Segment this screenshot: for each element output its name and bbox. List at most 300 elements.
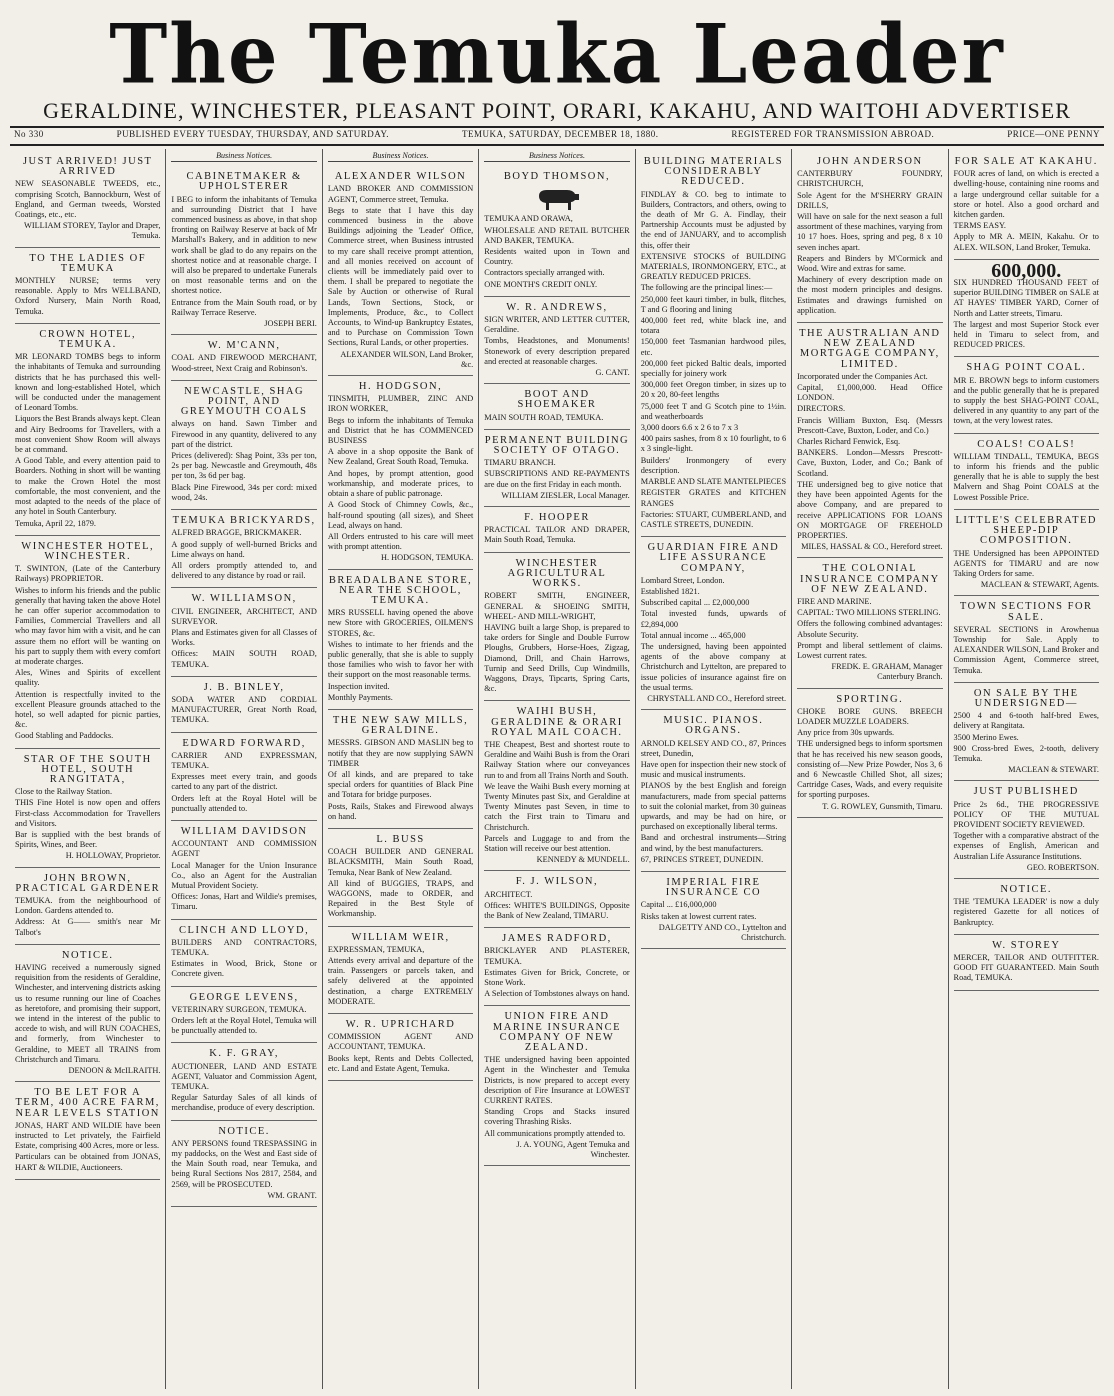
ad-heading: CROWN HOTEL, TEMUKA. [39, 328, 137, 351]
ad-headline: 600,000. [991, 259, 1062, 282]
ad-text: A Selection of Tombstones always on hand. [484, 989, 630, 999]
advertisement [484, 871, 629, 928]
advertisement [954, 510, 1099, 596]
masthead [10, 6, 1104, 124]
advertisement [954, 879, 1099, 935]
advertisement [328, 570, 473, 710]
ad-text: Capital, £1,000,000. Head Office LONDON. [797, 383, 943, 403]
ad-text: Posts, Rails, Stakes and Firewood always on hand. [327, 801, 474, 821]
ad-text: SEVERAL SECTIONS in Arowhenua Township for Sale. Apply to ALEXANDER WILSON, Land Broker and Commission Agent, Commerce street, Temuka. [953, 624, 1099, 675]
ad-heading: EDWARD FORWARD, [182, 737, 306, 749]
ad-text: Factories: STUART, CUMBERLAND, and CASTLE STREETS, DUNEDIN. [640, 509, 787, 529]
ad-heading: W. R. UPRICHARD [345, 1019, 456, 1031]
ad-text: Price 2s 6d., THE PROGRESSIVE POLICY OF THE MUTUAL PROVIDENT SOCIETY REVIEWED. [953, 799, 1099, 829]
ad-text: FOUR acres of land, on which is erected a dwelling-house, containing nine rooms and a large underground cellar suitable for a store or hotel. Also a good orchard and kitchen garden. [953, 169, 1099, 220]
ad-text: BANKERS. London—Messrs Prescott-Cave, Buxton, Loder, and Co.; Bank of Scotland. [797, 448, 943, 478]
ad-text: ARCHITECT. [484, 889, 533, 899]
ad-signature: MACLEAN & STEWART. [1008, 765, 1099, 775]
advertisement [15, 151, 160, 248]
ad-text: 2500 4 and 6-tooth half-bred Ewes, delivery at Rangitata. [953, 711, 1099, 731]
advertisement [328, 166, 473, 376]
ad-signature: H. HODGSON, TEMUKA. [380, 553, 474, 563]
ad-text: HAVING built a large Shop, is prepared to take orders for Single and Double Furrow Ploughs, Grubbers, Horse-Hoes, Zigzag, Diamond, Drill, and Chain Harrows, Turnip and Seed Drills, Cup Windmills, Waggons, Drays, Tipcarts, Spring Carts, &c. [484, 622, 630, 694]
ad-text: TINSMITH, PLUMBER, ZINC AND IRON WORKER, [327, 394, 474, 414]
ad-heading: W. STOREY [992, 939, 1061, 951]
ad-text: Inspection invited. [327, 681, 390, 691]
ad-text: Band and orchestral instruments—String and wind, by the best manufacturers. [640, 833, 787, 853]
ad-text: Residents waited upon in Town and Country. [484, 247, 630, 267]
ad-text: Subscribed capital ... £2,000,000 [640, 598, 750, 608]
advertisement [484, 553, 629, 702]
ad-text: THE Cheapest, Best and shortest route to Geraldine and Waihi Bush is from the Orari Railway Station where our conveyances run to and from all Trains North and South. [484, 739, 630, 780]
ad-text: Of all kinds, and are prepared to take special orders for quantities of Black Pine and Totara for bridge purposes. [327, 769, 474, 800]
ad-text: VETERINARY SURGEON, TEMUKA. [171, 1004, 307, 1014]
ad-text: A Good Table, and every attention paid to Boarders. Nothing in short will be wanting to make the Crown Hotel the most comfortable, the most convenient, and the most adapted to the needs of the place of any hotel in South Canterbury. [15, 456, 161, 517]
ad-text: MRS RUSSELL having opened the above new Store with GROCERIES, OILMEN'S STORES, &c. [327, 608, 474, 638]
ad-text: WILLIAM TINDALL, TEMUKA, BEGS to inform his friends and the public generally that he is able to supply the best Malvern and Shag Point COALS at the Lowest Possible Price. [953, 451, 1099, 502]
advertisement [797, 151, 942, 323]
ad-text: MONTHLY NURSE; terms very reasonable. Apply to Mrs WELLBAND, Oxford Nursery, Main North Road, Temuka. [15, 276, 161, 316]
ad-text: Wishes to intimate to her friends and the public generally, that she is able to supply those families who wish to favor her with their support on the most reasonable terms. [327, 639, 474, 680]
ad-text: LAND BROKER AND COMMISSION AGENT, Commerce street, Temuka. [327, 184, 474, 204]
newspaper-title: The Temuka Leader [109, 6, 1005, 103]
advertisement [328, 1014, 473, 1081]
advertisement [797, 558, 942, 688]
ad-text: Orders left at the Royal Hotel, Temuka will be punctually attended to. [171, 1016, 317, 1036]
ad-heading: MUSIC. PIANOS. ORGANS. [663, 715, 764, 737]
ad-text: Machinery of every description made on the most modern principles and designs. Estimates and drawings furnished on application. [797, 275, 943, 315]
ad-text: Monthly Payments. [327, 692, 393, 702]
ad-text: Plans and Estimates given for all Classes of Works. [171, 627, 317, 648]
ad-signature: WILLIAM ZIESLER, Local Manager. [501, 490, 630, 500]
ad-heading: JOHN ANDERSON [817, 156, 923, 167]
ad-heading: WINCHESTER AGRICULTURAL WORKS. [507, 557, 607, 590]
ad-signature: J. A. YOUNG, Agent Temuka and Winchester. [516, 1139, 630, 1160]
ad-text: MAIN SOUTH ROAD, TEMUKA. [484, 412, 604, 422]
ad-text: MR LEONARD TOMBS begs to inform the inhabitants of Temuka and surrounding districts that he has purchased this well-known and long-established Hotel, which will be conducted under the management of Leonard Tombs. [15, 352, 161, 413]
ad-text: Ales, Wines and Spirits of excellent quality. [15, 668, 161, 688]
ad-signature: MILES, HASSAL & CO., Hereford street. [801, 542, 943, 552]
advertisement [954, 434, 1099, 510]
ad-heading: TEMUKA BRICKYARDS, [172, 515, 316, 527]
ad-heading: LITTLE'S CELEBRATED SHEEP-DIP COMPOSITION. [955, 514, 1097, 547]
ad-text: Prompt and liberal settlement of claims. Lowest current rates. [797, 640, 943, 660]
ad-signature: MACLEAN & STEWART, Agents. [980, 580, 1099, 590]
advertisement [954, 357, 1099, 433]
advertisement [797, 323, 942, 558]
ad-signature: DALGETTY AND CO., Lyttelton and Christchurch. [658, 922, 787, 943]
ad-text: Tombs, Headstones, and Monuments! Stonework of every description prepared and erected at reasonable charges. [484, 336, 630, 366]
advertisement [328, 710, 473, 829]
ad-text: FIRE AND MARINE. [797, 596, 872, 606]
ad-text: MESSRS. GIBSON AND MASLIN beg to notify that they are now supplying SAWN TIMBER [327, 738, 474, 768]
ad-heading: STAR OF THE SOUTH HOTEL, SOUTH RANGITATA, [23, 753, 152, 785]
ad-text: 150,000 feet Tasmanian hardwood piles, etc. [640, 337, 787, 357]
ad-text: COMMISSION AGENT AND ACCOUNTANT, TEMUKA. [327, 1032, 474, 1052]
advertisement [15, 945, 160, 1082]
ad-heading: PERMANENT BUILDING SOCIETY OF OTAGO. [484, 434, 630, 457]
ad-text: Attention is respectfully invited to the excellent Pleasure grounds attached to the hotel, so well adapted for picnic parties, &c. [15, 689, 161, 730]
ad-text: THE 'TEMUKA LEADER' is now a duly registered Gazette for all notices of Bankruptcy. [953, 897, 1099, 927]
advertisement [484, 701, 629, 871]
ad-heading: ALEXANDER WILSON [334, 171, 467, 183]
ad-text: 3,000 doors 6.6 x 2 6 to 7 x 3 [640, 423, 739, 433]
ad-heading: W. R. ANDREWS, [506, 301, 608, 313]
advertisement [484, 1006, 629, 1166]
column-7 [949, 149, 1104, 1389]
ad-text: A above in a shop opposite the Bank of New Zealand, Great South Road, Temuka. [327, 447, 474, 467]
advertisement [171, 335, 316, 381]
advertisement [171, 166, 316, 335]
advertisement [954, 596, 1099, 682]
ad-signature: FREDK. E. GRAHAM, Manager Canterbury Branch. [831, 662, 943, 682]
advertisement [171, 1043, 316, 1120]
ad-text: Any price from 30s upwards. [797, 728, 895, 738]
advertisement [954, 683, 1099, 782]
ad-text: Regular Saturday Sales of all kinds of merchandise, produce of every description. [171, 1093, 317, 1113]
ad-text: REGISTER GRATES and KITCHEN RANGES [640, 488, 787, 508]
ad-text: Temuka, April 22, 1879. [15, 518, 96, 528]
ad-heading: BUILDING MATERIALS CONSIDERABLY REDUCED. [643, 156, 784, 188]
ad-text: ACCOUNTANT AND COMMISSION AGENT [171, 839, 317, 859]
ad-heading: H. HODGSON, [358, 381, 443, 393]
ad-text: Local Manager for the Union Insurance Co., also an Agent for the Australian Mutual Provident Society. [171, 860, 317, 890]
column-4 [479, 149, 635, 1389]
ad-text: Books kept, Rents and Debts Collected, etc. Land and Estate Agent, Temuka. [327, 1053, 474, 1073]
ad-text: CHOKE BORE GUNS. BREECH LOADER MUZZLE LOADERS. [797, 706, 943, 726]
advertisement [15, 324, 160, 536]
ad-text: Lombard Street, London. [640, 575, 725, 585]
ad-heading: W. M'CANN, [207, 340, 281, 352]
price: PRICE—ONE PENNY [1007, 129, 1100, 139]
advertisement [641, 537, 786, 710]
advertisement [484, 507, 629, 553]
ad-text: Risks taken at lowest current rates. [640, 911, 757, 921]
ad-heading: NOTICE. [1000, 883, 1053, 895]
ad-text: DIRECTORS. [797, 404, 846, 414]
publication-days: PUBLISHED EVERY TUESDAY, THURSDAY, AND SATURDAY. [116, 129, 390, 139]
advertisement [15, 536, 160, 749]
ad-text: SIX HUNDRED THOUSAND FEET of superior BUILDING TIMBER on SALE at AT HAYES' TIMBER YARD, Corner of North and Latter streets, Timaru. [953, 278, 1099, 318]
ad-text: Parcels and Luggage to and from the Station will receive our best attention. [484, 833, 630, 853]
ad-text: T. SWINTON, (Late of the Canterbury Railways) PROPRIETOR. [15, 564, 161, 584]
ad-text: TEMUKA AND ORAWA, [484, 214, 573, 224]
ad-text: Close to the Railway Station. [15, 787, 113, 797]
issue-date: TEMUKA, SATURDAY, DECEMBER 18, 1880. [461, 129, 659, 139]
ad-text: Black Pine Firewood, 34s per cord: mixed wood, 24s. [171, 482, 317, 502]
ad-text: Reapers and Binders by M'Cormick and Wood. Wire and extras for same. [797, 253, 943, 274]
advertisement [484, 928, 629, 1006]
ad-text: HAVING received a numerously signed requisition from the residents of Geraldine, Winchester, and intervening districts asking us to resume running our line of Coaches as heretofore, and promising their support, we intend in the interest of the public to accede to wish, and will RUN COACHES, and formerly, from Winchester to Geraldine, to MEET all TRAINS from Christchurch and Timaru. [15, 963, 161, 1064]
advertisement [954, 260, 1099, 358]
ad-heading: JAMES RADFORD, [502, 933, 612, 945]
ad-heading: THE COLONIAL INSURANCE COMPANY OF NEW ZEALAND. [799, 563, 940, 595]
ad-text: PRACTICAL TAILOR AND DRAPER, Main South Road, Temuka. [484, 525, 630, 545]
ad-heading: WINCHESTER HOTEL, WINCHESTER. [21, 540, 155, 562]
ad-heading: NEWCASTLE, SHAG POINT, AND GREYMOUTH COALS [180, 385, 308, 418]
ad-text: AUCTIONEER, LAND AND ESTATE AGENT, Valuator and Commission Agent, TEMUKA. [171, 1061, 317, 1092]
advertisement [171, 1121, 316, 1207]
ad-text: Standing Crops and Stacks insured covering Thrashing Risks. [484, 1107, 630, 1127]
advertisement [954, 151, 1099, 260]
advertisement [15, 749, 160, 868]
ad-text: 3500 Merino Ewes. [953, 732, 1019, 742]
ad-text: Incorporated under the Companies Act. [797, 371, 928, 381]
ad-text: Contractors specially arranged with. [484, 268, 605, 278]
ad-text: Liquors the Best Brands always kept. Clean and Airy Bedrooms for Travellers, with a most convenient Show Room will always be at command. [15, 414, 161, 455]
ad-text: Estimates Given for Brick, Concrete, or Stone Work. [484, 967, 630, 987]
ad-text: Good Stabling and Paddocks. [15, 731, 114, 741]
ad-text: The undersigned, having been appointed agents of the above company at Christchurch and Lyttelton, are prepared to issue policies of insurance against fire on the usual terms. [640, 641, 787, 692]
ad-text: 67, PRINCES STREET, DUNEDIN. [640, 854, 764, 864]
column-header: Business Notices. [171, 151, 316, 162]
ad-text: All communications promptly attended to. [484, 1128, 626, 1138]
ad-text: always on hand. Sawn Timber and Firewood in any quantity, delivered to any part of the district. [171, 419, 317, 449]
ad-heading: NOTICE. [61, 949, 114, 961]
ad-text: 400,000 feet red, white black ine, and totara [640, 316, 787, 336]
ad-text: A Good Stock of Chimney Cowls, &c., half-round spouting (all sizes), and Sheet Lead, always on hand. [327, 500, 474, 530]
ad-heading: WILLIAM WEIR, [351, 931, 450, 943]
advertisement [954, 781, 1099, 879]
ad-text: MERCER, TAILOR AND OUTFITTER. GOOD FIT GUARANTEED. Main South Road, TEMUKA. [953, 953, 1099, 983]
advertisement [484, 166, 629, 297]
issue-number: No 330 [14, 129, 44, 139]
ad-text: BRICKLAYER AND PLASTERER, TEMUKA. [484, 946, 630, 966]
ad-text: Offers the following combined advantages: Absolute Security. [797, 619, 943, 639]
advertisement [484, 384, 629, 430]
ad-text: NEW SEASONABLE TWEEDS, etc., comprising Scotch, Bannockburn, West of England, and German tweeds, Worsted Coatings, etc., etc. [15, 179, 161, 220]
ad-text: COACH BUILDER AND GENERAL BLACKSMITH, Main South Road, Temuka, Near Bank of New Zealand. [327, 847, 474, 877]
ad-heading: JUST ARRIVED! JUST ARRIVED [22, 156, 153, 178]
ad-heading: K. F. GRAY, [209, 1048, 279, 1060]
ad-text: COAL AND FIREWOOD MERCHANT, Wood-street, Next Craig and Robinson's. [171, 353, 317, 373]
ad-heading: UNION FIRE AND MARINE INSURANCE COMPANY OF NEW ZEALAND. [492, 1011, 622, 1054]
ad-signature: T. G. ROWLEY, Gunsmith, Timaru. [822, 801, 943, 811]
ad-text: CARRIER AND EXPRESSMAN, TEMUKA. [171, 750, 317, 770]
advertisement [171, 510, 316, 588]
advertisement [328, 829, 473, 927]
ad-text: PIANOS by the best English and foreign manufacturers, made from special patterns to suit the colonial market, from 30 guineas upwards, and may be had on hire, or purchased on exceptionally liberal terms. [640, 781, 787, 832]
ad-text: THIS Fine Hotel is now open and offers First-class Accommodation for Travellers and Visitors. [15, 798, 161, 828]
ad-text: Capital ... £16,000,000 [640, 900, 717, 910]
ad-text: THE undersigned begs to inform sportsmen that he has received his new season goods, consisting of—New Prize Powder, Nos 3, 6 and 6 Newcastle Chilled Shot, all sizes; Cartridge Cases, Wads, and every requisite for sporting purposes. [797, 739, 943, 800]
ad-heading: THE AUSTRALIAN AND NEW ZEALAND MORTGAGE COMPANY, LIMITED. [799, 328, 941, 370]
ad-text: 250,000 feet kauri timber, in bulk, flitches, T and G flooring and lining [640, 294, 787, 314]
ad-signature: GEO. ROBERTSON. [1026, 862, 1099, 872]
column-3 [323, 149, 479, 1389]
ad-text: Estimates in Wood, Brick, Stone or Concrete given. [171, 959, 317, 979]
ad-heading: J. B. BINLEY, [203, 681, 285, 693]
ad-heading: SPORTING. [836, 693, 904, 705]
ad-text: Attends every arrival and departure of the train. Passengers or parcels taken, and safely delivered at the appointed destination, a charge EXTREMELY MODERATE. [327, 956, 474, 1006]
ad-text: ROBERT SMITH, ENGINEER, GENERAL & SHOEING SMITH, WHEEL- AND MILL-WRIGHT, [484, 591, 630, 621]
ad-heading: F. J. WILSON, [515, 876, 599, 888]
ad-heading: GUARDIAN FIRE AND LIFE ASSURANCE COMPANY, [647, 542, 780, 574]
advertisement [171, 677, 316, 733]
ad-text: Begs to state that I have this day commenced business in the above Buildings adjoining the 'Leader' Office, Commerce street, when Business intrusted to my care shall receive prompt attention, and all monies received on account of clients will be immediately paid over to them. I shall be prepared to negotiate the Sale by Auction or otherwise of Rural Lands, Town Sections, Stock, or Implements, Produce, &c., to Collect Accounts, to Wind-up Bankruptcy Estates, and to Purchase on Commission Town Sections, Rural Lands, or other properties. [327, 205, 474, 348]
ad-text: Established 1821. [640, 586, 700, 596]
ad-text: 400 pairs sashes, from 8 x 10 fourlight, to 6 x 3 single-light. [640, 434, 787, 454]
column-header: Business Notices. [328, 151, 473, 162]
advertisement [328, 376, 473, 569]
ad-text: BUILDERS AND CONTRACTORS, TEMUKA. [171, 937, 317, 957]
ad-heading: CLINCH AND LLOYD, [179, 924, 310, 936]
advertisement [171, 588, 316, 676]
ad-text: ANY PERSONS found TRESPASSING in my paddocks, on the West and East side of the Main South road, near Temuka, and being Rural Sections Nos 2817, 2584, and 2569, will be PROSECUTED. [171, 1138, 317, 1189]
ad-text: Offices: Jonas, Hart and Wildie's premises, Timaru. [171, 892, 317, 912]
column-1 [10, 149, 166, 1389]
advertisement [171, 733, 316, 821]
ad-heading: WAIHI BUSH, GERALDINE & ORARI ROYAL MAIL COACH. [491, 706, 623, 738]
advertisement [171, 987, 316, 1044]
advertisement [641, 151, 786, 537]
ad-text: Entrance from the Main South road, or by Railway Terrace Reserve. [171, 297, 317, 317]
newspaper-subtitle: GERALDINE, WINCHESTER, PLEASANT POINT, ORARI, KAKAHU, AND WAITOHI ADVERTISER [10, 98, 1104, 128]
ad-text: TERMS EASY. [953, 221, 1006, 231]
advertisement [641, 872, 786, 949]
ad-text: Bar is supplied with the best brands of Spirits, Wines, and Beer. [15, 829, 161, 850]
column-header: Business Notices. [484, 151, 629, 162]
ad-text: The largest and most Superior Stock ever held in Timaru to select from, and REDUCED PRICES. [953, 319, 1099, 350]
advertisement [641, 710, 786, 872]
ad-text: Builders' Ironmongery of every description. [640, 455, 787, 475]
advertisement-columns [10, 149, 1104, 1389]
ad-heading: IMPERIAL FIRE INSURANCE CO [665, 877, 762, 899]
ad-text: CAPITAL: TWO MILLIONS STERLING. [797, 608, 941, 618]
ad-text: Total invested funds, upwards of £2,894,000 [640, 609, 787, 629]
ad-text: SODA WATER AND CORDIAL MANUFACTURER, Great North Road, TEMUKA. [171, 694, 317, 725]
ad-text: ARNOLD KELSEY AND CO., 87, Princes street, Dunedin, [640, 738, 787, 758]
advertisement [797, 689, 942, 818]
ad-text: ONE MONTH'S CREDIT ONLY. [484, 279, 598, 289]
ad-text: ALFRED BRAGGE, BRICKMAKER. [171, 528, 302, 538]
ad-text: Together with a comparative abstract of the expenses of English, American and Australian Life Assurance Institutions. [953, 831, 1099, 861]
ad-signature: ALEXANDER WILSON, Land Broker, &c. [340, 349, 474, 369]
ad-heading: JUST PUBLISHED [973, 786, 1079, 798]
ad-text: Expresses meet every train, and goods carted to any part of the district. [171, 772, 317, 792]
ad-heading: JOHN BROWN, PRACTICAL GARDENER [15, 872, 161, 894]
ad-text: And hopes, by prompt attention, good workmanship, and moderate prices, to obtain a share of public patronage. [327, 468, 474, 499]
ad-text: Begs to inform the inhabitants of Temuka and District that he has COMMENCED BUSINESS [327, 415, 474, 446]
advertisement [15, 868, 160, 945]
ad-heading: TO THE LADIES OF TEMUKA [29, 252, 147, 274]
ad-heading: BREADALBANE STORE, NEAR THE SCHOOL, TEMUKA. [328, 574, 473, 606]
ad-signature: DENOON & McILRAITH. [68, 1066, 161, 1076]
ad-text: 900 Cross-bred Ewes, 2-tooth, delivery Temuka. [953, 743, 1099, 763]
ad-text: EXPRESSMAN, TEMUKA, [327, 944, 425, 954]
ad-heading: COALS! COALS! [977, 438, 1076, 450]
ad-text: CIVIL ENGINEER, ARCHITECT, AND SURVEYOR. [171, 606, 317, 626]
advertisement [15, 248, 160, 324]
advertisement [328, 927, 473, 1014]
ad-text: Total annual income ... 465,000 [640, 630, 746, 640]
ox-illustration [533, 184, 581, 212]
registration-note: REGISTERED FOR TRANSMISSION ABROAD. [731, 129, 935, 139]
advertisement [171, 821, 316, 920]
column-6 [792, 149, 948, 1389]
ad-heading: L. BUSS [376, 833, 425, 845]
column-5 [636, 149, 792, 1389]
ad-heading: SHAG POINT COAL. [966, 362, 1087, 374]
ad-text: Particulars can be obtained from JONAS, HART & WILDIE, Auctioneers. [15, 1152, 161, 1172]
ad-text: All Orders entrusted to his care will meet with prompt attention. [327, 531, 474, 552]
ad-signature: H. HOLLOWAY, Proprietor. [65, 851, 161, 861]
ad-text: Offices: WHITE'S BUILDINGS, Opposite the Bank of New Zealand, TIMARU. [484, 900, 630, 920]
ad-text: Wishes to inform his friends and the public generally that having taken the above Hotel he can offer superior accommodation to Families, Commercial Travellers and all who may favor him with a visit, and he can assure them no effort will be wanting on his part to supply them with every comfort at moderate charges. [15, 585, 161, 666]
column-2 [166, 149, 322, 1389]
advertisement [484, 297, 629, 384]
ad-text: EXTENSIVE STOCKS of BUILDING MATERIALS, IRONMONGERY, ETC., at GREATLY REDUCED PRICES. [640, 251, 787, 282]
ad-heading: GEORGE LEVENS, [189, 991, 299, 1003]
dateline [10, 124, 1104, 146]
advertisement [954, 935, 1099, 991]
ad-text: 75,000 feet T and G Scotch pine to 1½in. and weatherboards [640, 401, 787, 421]
ad-text: Orders left at the Royal Hotel will be punctually attended to. [171, 793, 317, 813]
ad-text: THE undersigned beg to give notice that they have been appointed Agents for the above Company, and are prepared to receive APPLICATIONS FOR LOANS ON MORTGAGE OF FREEHOLD PROPERTIES. [797, 479, 943, 540]
ad-heading: BOOT AND SHOEMAKER [517, 389, 597, 411]
ad-heading: NOTICE. [218, 1125, 270, 1137]
ad-text: A good supply of well-burned Bricks and Lime always on hand. [171, 539, 317, 559]
ad-text: MARBLE AND SLATE MANTELPIECES [640, 477, 787, 487]
ad-heading: W. WILLIAMSON, [191, 593, 297, 605]
ad-text: We leave the Waihi Bush every morning at Twenty Minutes past Six, and Geraldine at Twenty Minutes past Seven, in time to catch the First train to Timaru and Christchurch. [484, 781, 630, 832]
ad-signature: KENNEDY & MUNDELL. [536, 855, 630, 865]
ad-text: I BEG to inform the inhabitants of Temuka and surrounding District that I have commenced business as above, in that shop fronting on Railway Reserve at back of Mr Marshall's Bakery, and in addition to new work shall be glad to do any repairs on the shortest notice and at reasonable charge. I will also be prepared to undertake Funerals on most reasonable terms and on the shortest notice. [171, 194, 317, 296]
ad-text: All orders promptly attended to, and delivered to any distance by road or rail. [171, 560, 317, 581]
ad-text: CANTERBURY FOUNDRY, CHRISTCHURCH, [797, 169, 943, 189]
ad-text: Prices (delivered): Shag Point, 33s per ton, 2s per bag. Newcastle and Greymouth, 48s per ton, 3s 6d per bag. [171, 451, 317, 481]
ad-heading: F. HOOPER [524, 512, 590, 524]
ad-text: TIMARU BRANCH. [484, 458, 556, 468]
ad-heading: WILLIAM DAVIDSON [180, 825, 308, 837]
ad-text: Offices: MAIN SOUTH ROAD, TEMUKA. [171, 649, 317, 669]
ad-text: Sole Agent for the M'SHERRY GRAIN DRILLS, [797, 190, 943, 210]
ad-text: Will have on sale for the next season a full assortment of these machines, varying from 10 17 hoes. Hoes, spring and peg, 8 x 10 seven inches apart. [797, 212, 943, 252]
ad-text: Apply to MR A. MEIN, Kakahu. Or to ALEX. WILSON, Land Broker, Temuka. [953, 232, 1099, 252]
ad-text: MR E. BROWN begs to inform customers and the public generally that he is prepared to supply the best SHAG-POINT COAL, delivered in any quantity to any part of the town, at the very lowest rates. [953, 375, 1099, 426]
ad-heading: TOWN SECTIONS FOR SALE. [959, 601, 1093, 623]
ad-heading: TO BE LET FOR A TERM, 400 ACRE FARM, NEAR LEVELS STATION [15, 1087, 160, 1119]
ad-text: Address: At G—— smith's near Mr Talbot's [15, 917, 161, 937]
ad-heading: THE NEW SAW MILLS, GERALDINE. [332, 714, 469, 737]
advertisement [484, 430, 629, 507]
ad-signature: WILLIAM STOREY, Taylor and Draper, Temuka. [24, 221, 161, 241]
advertisement [15, 1082, 160, 1180]
ad-text: SIGN WRITER, AND LETTER CUTTER, Geraldine. [484, 315, 630, 335]
ad-text: The following are the principal lines:— [640, 283, 773, 293]
ad-heading: ON SALE BY THE UNDERSIGNED— [973, 687, 1079, 709]
ad-text: SUBSCRIPTIONS AND RE-PAYMENTS are due on the first Friday in each month. [484, 469, 630, 489]
ad-text: Francis William Buxton, Esq. (Messrs Prescott-Cave, Buxton, Loder, and Co.) [797, 415, 943, 435]
ad-text: JONAS, HART AND WILDIE have been instructed to Let privately, the Fairfield Estate, comprising 400 Acres, more or less. [15, 1120, 161, 1151]
ad-text: All kind of BUGGIES, TRAPS, and WAGGONS, made to ORDER, and Repaired in the Best Style of Workmanship. [327, 878, 474, 919]
ad-text: THE undersigned having been appointed Agent in the Winchester and Temuka Districts, is now prepared to accept every description of Fire Insurance at LOWEST CURRENT RATES. [484, 1055, 630, 1106]
advertisement [171, 381, 316, 510]
ad-text: FINDLAY & CO. beg to intimate to Builders, Contractors, and others, owing to the death of Mr G. A. Findlay, their Partnership Accounts must be adjusted by the end of JANUARY, and to accomplish this, offer their [640, 189, 787, 250]
ad-heading: CABINETMAKER & UPHOLSTERER [186, 171, 302, 193]
ad-text: TEMUKA. from the neighbourhood of London. Gardens attended to. [15, 896, 161, 916]
ad-text: 300,000 feet Oregon timber, in sizes up to 20 x 20, 80-feet lengths [640, 380, 787, 400]
ad-signature: WM. GRANT. [267, 1190, 317, 1200]
ad-text: Charles Richard Fenwick, Esq. [797, 437, 901, 447]
ad-text: Have open for inspection their new stock of music and musical instruments. [640, 759, 787, 780]
ad-signature: JOSEPH BERI. [264, 319, 317, 329]
ad-heading: FOR SALE AT KAKAHU. [954, 156, 1098, 167]
ad-text: THE Undersigned has been APPOINTED AGENTS for TIMARU and are now Taking Orders for same. [953, 548, 1099, 578]
advertisement [171, 920, 316, 987]
ad-heading: BOYD THOMSON, [503, 171, 611, 183]
ad-signature: CHRYSTALL AND CO., Hereford street. [647, 693, 787, 703]
